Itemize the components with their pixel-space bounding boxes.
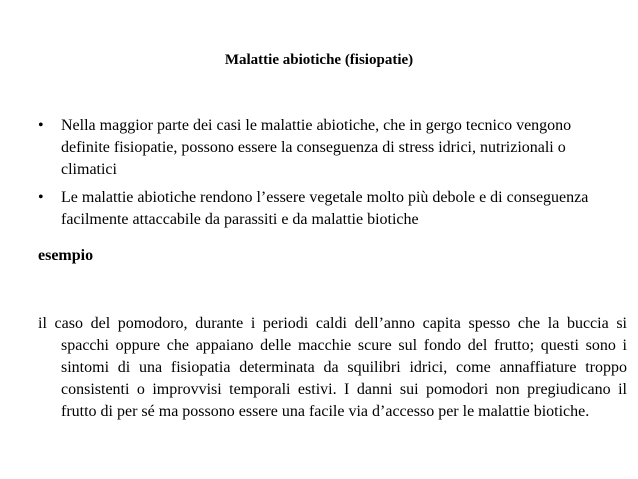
- example-heading: esempio: [38, 247, 94, 264]
- example-paragraph: il caso del pomodoro, durante i periodi caldi dell’anno capita spesso che la buccia si spacchi oppure che appaiano delle macchie scure sul fondo del frutto; questi sono i sintomi di una fisiopatia determinata da squilibri idrici, come annaffiature troppo consistenti o improvvisi temporali estivi. I danni sui pomodori non pregiudicano il frutto di per sé ma possono essere una facile via d’accesso per le malattie biotiche.: [38, 315, 627, 420]
- bullet-item: [38, 187, 613, 231]
- bullet-list: [38, 115, 613, 237]
- bullet-text: Le malattie abiotiche rendono l’essere vegetale molto più debole e di conseguenza facilmente attaccabile da parassiti e da malattie biotiche: [61, 189, 589, 228]
- bullet-marker: •: [38, 189, 44, 206]
- slide-title: Malattie abiotiche (fisiopatie): [224, 52, 414, 68]
- bullet-marker: •: [38, 117, 44, 134]
- bullet-item: [38, 115, 613, 181]
- bullet-text: Nella maggior parte dei casi le malattie abiotiche, che in gergo tecnico vengono definite fisiopatie, possono essere la conseguenza di stress idrici, nutrizionali o climatici: [61, 117, 572, 178]
